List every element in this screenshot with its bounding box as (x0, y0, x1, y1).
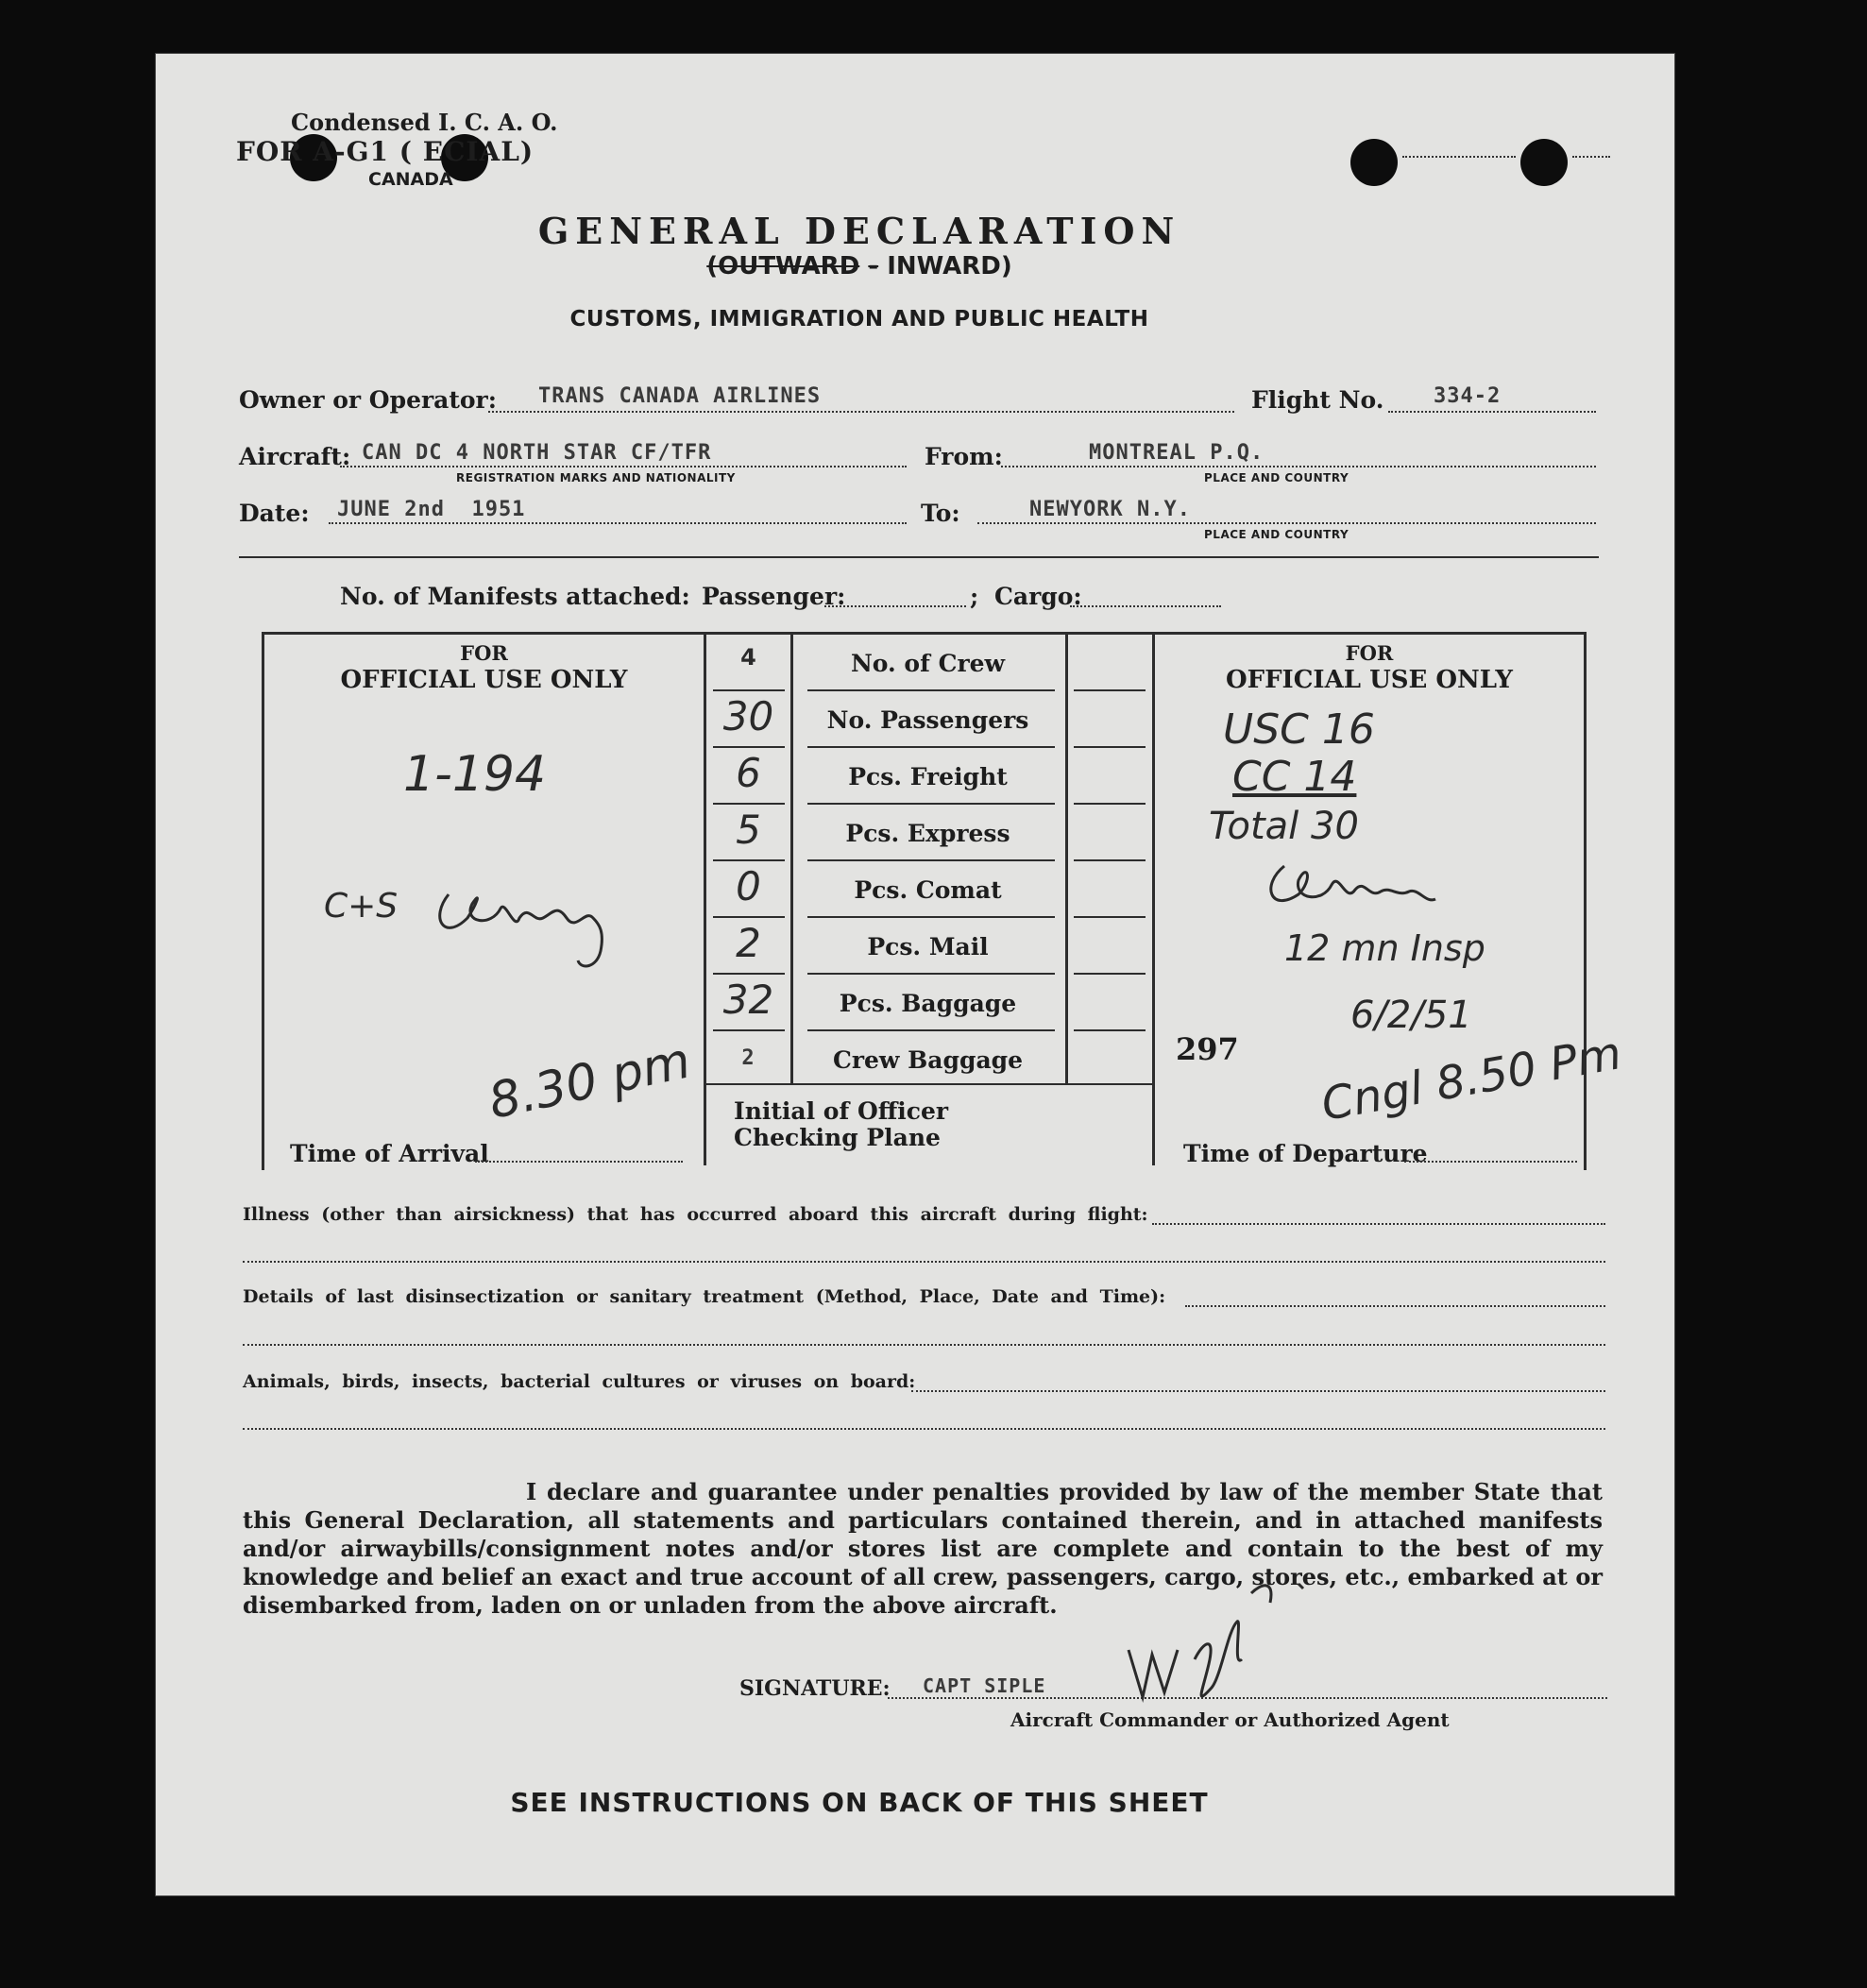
form-code-line2: FOR A-G1 ( ECIAL) (236, 136, 535, 167)
to-value: NEWYORK N.Y. (1029, 498, 1191, 521)
left-officer-signature (425, 866, 623, 975)
row-value: 6 (736, 750, 761, 796)
initial-officer-label: Initial of Officer (734, 1097, 949, 1125)
row-label: Pcs. Mail (867, 933, 989, 960)
row-rule (807, 973, 1055, 975)
left-handwritten-ref: 1-194 (403, 746, 547, 803)
date-label: Date: (239, 500, 310, 527)
from-caption: PLACE AND COUNTRY (1204, 471, 1349, 484)
punch-hole (1520, 139, 1568, 186)
from-label: From: (925, 443, 1003, 470)
animals-line-2 (243, 1428, 1605, 1430)
row-rule (1074, 746, 1146, 748)
table-row (706, 975, 1065, 1031)
to-caption: PLACE AND COUNTRY (1204, 528, 1349, 541)
date-line (329, 522, 907, 524)
right-official-for: FOR (1345, 641, 1394, 665)
back-instructions: SEE INSTRUCTIONS ON BACK OF THIS SHEET (510, 1787, 1209, 1818)
row-rule (1074, 1029, 1146, 1031)
row-rule (713, 746, 785, 748)
arrival-label: Time of Arrival (290, 1140, 489, 1167)
right-handwritten-insp: 12 mn Insp (1284, 927, 1485, 969)
row-value: 0 (736, 863, 761, 909)
row-rule (1074, 803, 1146, 805)
table-row (706, 748, 1065, 805)
row-rule (713, 803, 785, 805)
departure-time-handwritten: Cngl 8.50 Pm (1317, 1027, 1625, 1131)
to-label: To: (921, 500, 960, 527)
arrival-line (475, 1161, 683, 1163)
table-row (706, 861, 1065, 918)
signature-typed-name: CAPT SIPLE (923, 1674, 1046, 1697)
table-row (706, 1031, 1065, 1083)
flight-value: 334-2 (1434, 384, 1502, 408)
illness-line (1152, 1223, 1605, 1225)
passenger-separator: ; (970, 583, 979, 610)
right-handwritten-usc: USC 16 (1223, 705, 1375, 754)
row-rule (713, 916, 785, 918)
table-row (706, 918, 1065, 975)
row-label: Pcs. Baggage (839, 990, 1017, 1017)
right-handwritten-date: 6/2/51 (1350, 994, 1472, 1037)
disinsectization-line-2 (243, 1344, 1605, 1346)
table-right-border (1584, 632, 1587, 1170)
top-right-dotted-line (1402, 156, 1516, 158)
form-country: CANADA (368, 169, 453, 190)
row-rule (807, 859, 1055, 861)
disinsectization-label: Details of last disinsectization or sanitary treatment (Method, Place, Date and Time): (243, 1286, 1166, 1307)
row-label: Pcs. Freight (848, 763, 1008, 790)
row-rule (713, 859, 785, 861)
row-value: 2 (736, 920, 761, 966)
passenger-label: Passenger: (702, 583, 846, 610)
aircraft-label: Aircraft: (239, 443, 351, 470)
right-officer-signature (1256, 852, 1445, 918)
departure-label: Time of Departure (1183, 1140, 1428, 1167)
page-subtitle: CUSTOMS, IMMIGRATION AND PUBLIC HEALTH (569, 307, 1149, 331)
aircraft-caption: REGISTRATION MARKS AND NATIONALITY (456, 471, 736, 484)
left-official-for: FOR (460, 641, 508, 665)
illness-line-2 (243, 1261, 1605, 1263)
row-rule (807, 689, 1055, 691)
row-rule (1074, 859, 1146, 861)
direction-inward: INWARD) (887, 252, 1012, 280)
aircraft-value: CAN DC 4 NORTH STAR CF/TFR (362, 441, 712, 465)
aircraft-line (340, 466, 907, 467)
departure-line (1404, 1161, 1577, 1163)
row-rule (807, 746, 1055, 748)
punch-hole (1350, 139, 1398, 186)
manifests-label: No. of Manifests attached: (340, 583, 690, 610)
to-line (977, 522, 1596, 524)
page-title: GENERAL DECLARATION (537, 210, 1181, 252)
row-value: 2 (741, 1046, 755, 1070)
row-label: No. of Crew (850, 650, 1006, 677)
row-rule (1074, 689, 1146, 691)
right-official-heading: OFFICIAL USE ONLY (1225, 666, 1513, 694)
date-value: JUNE 2nd 1951 (337, 498, 526, 521)
header-divider (239, 556, 1599, 558)
cargo-line (1070, 605, 1221, 607)
row-label: Pcs. Express (845, 820, 1010, 847)
row-rule (713, 973, 785, 975)
table-row (706, 691, 1065, 748)
cargo-label: Cargo: (994, 583, 1082, 610)
flight-line (1388, 411, 1596, 413)
row-value: 32 (722, 977, 774, 1023)
from-value: MONTREAL P.Q. (1089, 441, 1264, 465)
declaration-statement: I declare and guarantee under penalties provided by law of the member State that this General Declaration, all statements and particulars contained therein, and in attached manifests and/or airwaybills/consignment notes and/or stores list are complete and contain to the best of my knowledge and belief an exact and true account of all crew, passengers, cargo, stores, etc., embarked at or disembarked from, laden on or unladen from the above aircraft. (243, 1478, 1603, 1619)
right-handwritten-total: Total 30 (1209, 805, 1359, 848)
flight-label: Flight No. (1251, 386, 1384, 414)
animals-line (911, 1390, 1605, 1392)
row-rule (807, 916, 1055, 918)
row-value: 5 (736, 807, 761, 853)
row-label: No. Passengers (826, 706, 1029, 734)
row-rule (1074, 973, 1146, 975)
form-code-line1: Condensed I. C. A. O. (291, 109, 558, 136)
table-row (706, 805, 1065, 861)
disinsectization-line (1185, 1305, 1605, 1307)
right-stamp-number: 297 (1176, 1031, 1239, 1067)
row-rule (713, 689, 785, 691)
owner-line (488, 411, 1234, 413)
right-handwritten-cc: CC 14 (1232, 753, 1357, 801)
signature-label: SIGNATURE: (739, 1676, 891, 1701)
left-handwritten-initials: C+S (324, 887, 399, 926)
passenger-line (824, 605, 966, 607)
row-value: 30 (722, 693, 774, 739)
commander-signature (1110, 1565, 1327, 1716)
row-rule (1074, 916, 1146, 918)
row-rule (807, 1029, 1055, 1031)
direction-outward-struck: (OUTWARD (706, 252, 860, 280)
arrival-time-handwritten: 8.30 pm (484, 1032, 696, 1130)
from-line (1001, 466, 1596, 467)
table-divider (1152, 632, 1155, 1165)
row-rule (713, 1029, 785, 1031)
declaration-form-sheet (156, 54, 1674, 1895)
table-inner-bottom (706, 1083, 1152, 1085)
direction-line (156, 252, 1563, 280)
row-label: Crew Baggage (832, 1046, 1024, 1074)
top-right-dotted-line (1572, 156, 1610, 158)
illness-label: Illness (other than airsickness) that has occurred aboard this aircraft during flight: (243, 1204, 1148, 1225)
table-left-border (262, 632, 264, 1170)
animals-label: Animals, birds, insects, bacterial cultures or viruses on board: (243, 1371, 916, 1392)
signature-caption: Aircraft Commander or Authorized Agent (1010, 1708, 1450, 1731)
owner-label: Owner or Operator: (239, 386, 497, 414)
row-value: 4 (740, 644, 756, 671)
owner-value: TRANS CANADA AIRLINES (538, 384, 822, 408)
direction-separator: - (868, 252, 879, 280)
checking-plane-label: Checking Plane (734, 1124, 941, 1151)
row-label: Pcs. Comat (854, 876, 1002, 904)
left-official-heading: OFFICIAL USE ONLY (340, 666, 628, 694)
table-row (706, 635, 1065, 691)
row-rule (807, 803, 1055, 805)
table-divider (1065, 632, 1068, 1083)
